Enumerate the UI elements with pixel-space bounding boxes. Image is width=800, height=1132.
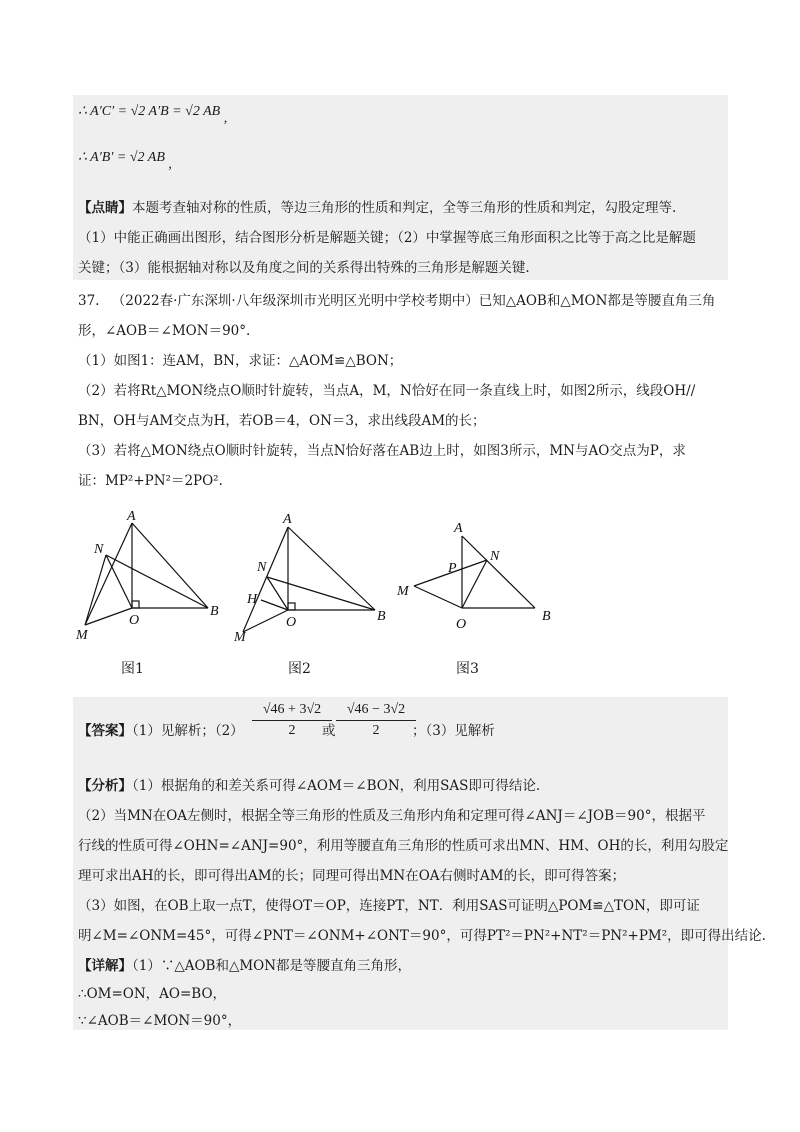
fig1-label-O: O xyxy=(129,613,140,628)
problem-line-1-text: （2022春·广东深圳·八年级深圳市光明区光明中学校考期中）已知△AOB和△MON都是等腰直角三角 xyxy=(111,293,716,309)
fraction-bar xyxy=(252,720,332,721)
fig3-label-O: O xyxy=(456,617,467,632)
answer-line xyxy=(78,721,244,741)
analysis-line-5: （3）如图，在OB上取一点T，使得OT＝OP，连接PT，NT．利用SAS可证明△POM≌△TON，即可证 xyxy=(78,898,700,914)
detail-line-3: ∵∠AOB＝∠MON＝90°， xyxy=(78,1013,242,1029)
problem-line-5: BN，OH与AM交点为H，若OB＝4，ON＝3，求出线段AM的长； xyxy=(78,413,486,429)
fig2-label-N: N xyxy=(257,560,267,575)
comma: , xyxy=(168,157,172,172)
conclusion-line-1 xyxy=(78,102,228,126)
fig1-label-A: A xyxy=(127,509,136,524)
problem-line-3: （1）如图1：连AM，BN，求证：△AOM≌△BON； xyxy=(78,353,403,369)
analysis-line-3: 行线的性质可得∠OHN=∠ANJ=90°，利用等腰直角三角形的性质可求出MN、HM、OH的长，利用勾股定 xyxy=(78,838,729,854)
top-solution-block xyxy=(73,95,728,280)
fraction-2-numerator: √46 − 3√2 xyxy=(346,702,406,717)
fig3-label-M: M xyxy=(397,584,409,599)
problem-line-7: 证：MP²+PN²＝2PO². xyxy=(78,473,223,489)
fraction-1-denominator: 2 xyxy=(288,723,296,738)
figure-1-diagram xyxy=(70,505,230,650)
analysis-line-1-text: （1）根据角的和差关系可得∠AOM＝∠BON，利用SAS即可得结论. xyxy=(132,778,541,794)
fig2-label-H: H xyxy=(247,592,258,607)
answer-or: 或 xyxy=(322,723,336,739)
analysis-line-6: 明∠M=∠ONM=45°，可得∠PNT＝∠ONM+∠ONT＝90°，可得PT²＝PN²+NT²＝PN²+PM²，即可得出结论. xyxy=(78,928,766,944)
answer-label: 【答案】 xyxy=(78,723,132,739)
fig2-label-M: M xyxy=(234,630,246,645)
fig2-label-A: A xyxy=(283,512,292,527)
figure-1-caption: 图1 xyxy=(121,661,144,677)
conclusion-line-2-text: ∴ A′B′ = √2 AB xyxy=(78,150,165,165)
fig1-label-M: M xyxy=(76,628,88,643)
conclusion-line-2 xyxy=(78,148,172,172)
analysis-line-1 xyxy=(78,776,540,796)
analysis-label: 【分析】 xyxy=(78,778,132,794)
detail-label: 【详解】 xyxy=(78,958,132,974)
dianjing-text: 本题考查轴对称的性质，等边三角形的性质和判定，全等三角形的性质和判定，勾股定理等. xyxy=(132,200,677,216)
answer-part3: ；（3）见解析 xyxy=(412,723,495,739)
figure-3-caption: 图3 xyxy=(456,661,479,677)
fig2-label-O: O xyxy=(286,615,297,630)
figure-2-caption: 图2 xyxy=(288,661,311,677)
problem-number: 37. xyxy=(78,293,100,309)
fig1-label-B: B xyxy=(210,604,219,619)
dianjing-label: 【点睛】 xyxy=(78,200,132,216)
figure-3-diagram xyxy=(390,510,560,640)
analysis-line-4: 理可求出AH的长，即可得出AM的长；同理可得出MN在OA右侧时AM的长，即可得答案； xyxy=(78,868,626,884)
detail-line-1-text: （1）∵△AOB和△MON都是等腰直角三角形， xyxy=(132,958,412,974)
fig1-label-N: N xyxy=(94,542,104,557)
figure-2-diagram xyxy=(225,505,395,650)
detail-line-1 xyxy=(78,956,411,976)
detail-line-2: ∴OM=ON，AO=BO， xyxy=(78,986,227,1002)
answer-block xyxy=(73,697,728,1030)
fraction-2-denominator: 2 xyxy=(372,723,380,738)
comma: , xyxy=(223,111,228,126)
problem-line-4: （2）若将Rt△MON绕点O顺时针旋转，当点A，M，N恰好在同一条直线上时，如图2所示，线段OH// xyxy=(78,383,696,399)
dianjing-line-2: （1）中能正确画出图形，结合图形分析是解题关键；（2）中掌握等底三角形面积之比等于高之比是解题 xyxy=(78,230,696,246)
answer-fraction-1 xyxy=(252,702,332,739)
fig3-label-N: N xyxy=(490,549,500,564)
dianjing-line-1 xyxy=(78,198,676,218)
fraction-1-numerator: √46 + 3√2 xyxy=(262,702,322,717)
conclusion-line-1-text: ∴ A′C′ = √2 A′B = √2 AB xyxy=(78,104,221,119)
analysis-line-2: （2）当MN在OA左侧时，根据全等三角形的性质及三角形内角和定理可得∠ANJ＝∠JOB＝90°，根据平 xyxy=(78,808,706,824)
fig3-label-B: B xyxy=(542,609,551,624)
problem-line-1 xyxy=(78,291,715,311)
problem-line-2: 形，∠AOB＝∠MON＝90°. xyxy=(78,323,251,339)
fraction-bar xyxy=(336,720,416,721)
fig3-label-A: A xyxy=(454,521,463,536)
fig3-label-P: P xyxy=(448,561,457,576)
answer-part1: （1）见解析；（2） xyxy=(132,723,244,739)
fig2-label-B: B xyxy=(377,609,386,624)
answer-fraction-2 xyxy=(336,702,416,739)
problem-line-6: （3）若将△MON绕点O顺时针旋转，当点N恰好落在AB边上时，如图3所示，MN与AO交点为P，求 xyxy=(78,443,686,459)
dianjing-line-3: 关键；（3）能根据轴对称以及角度之间的关系得出特殊的三角形是解题关键. xyxy=(78,260,530,276)
